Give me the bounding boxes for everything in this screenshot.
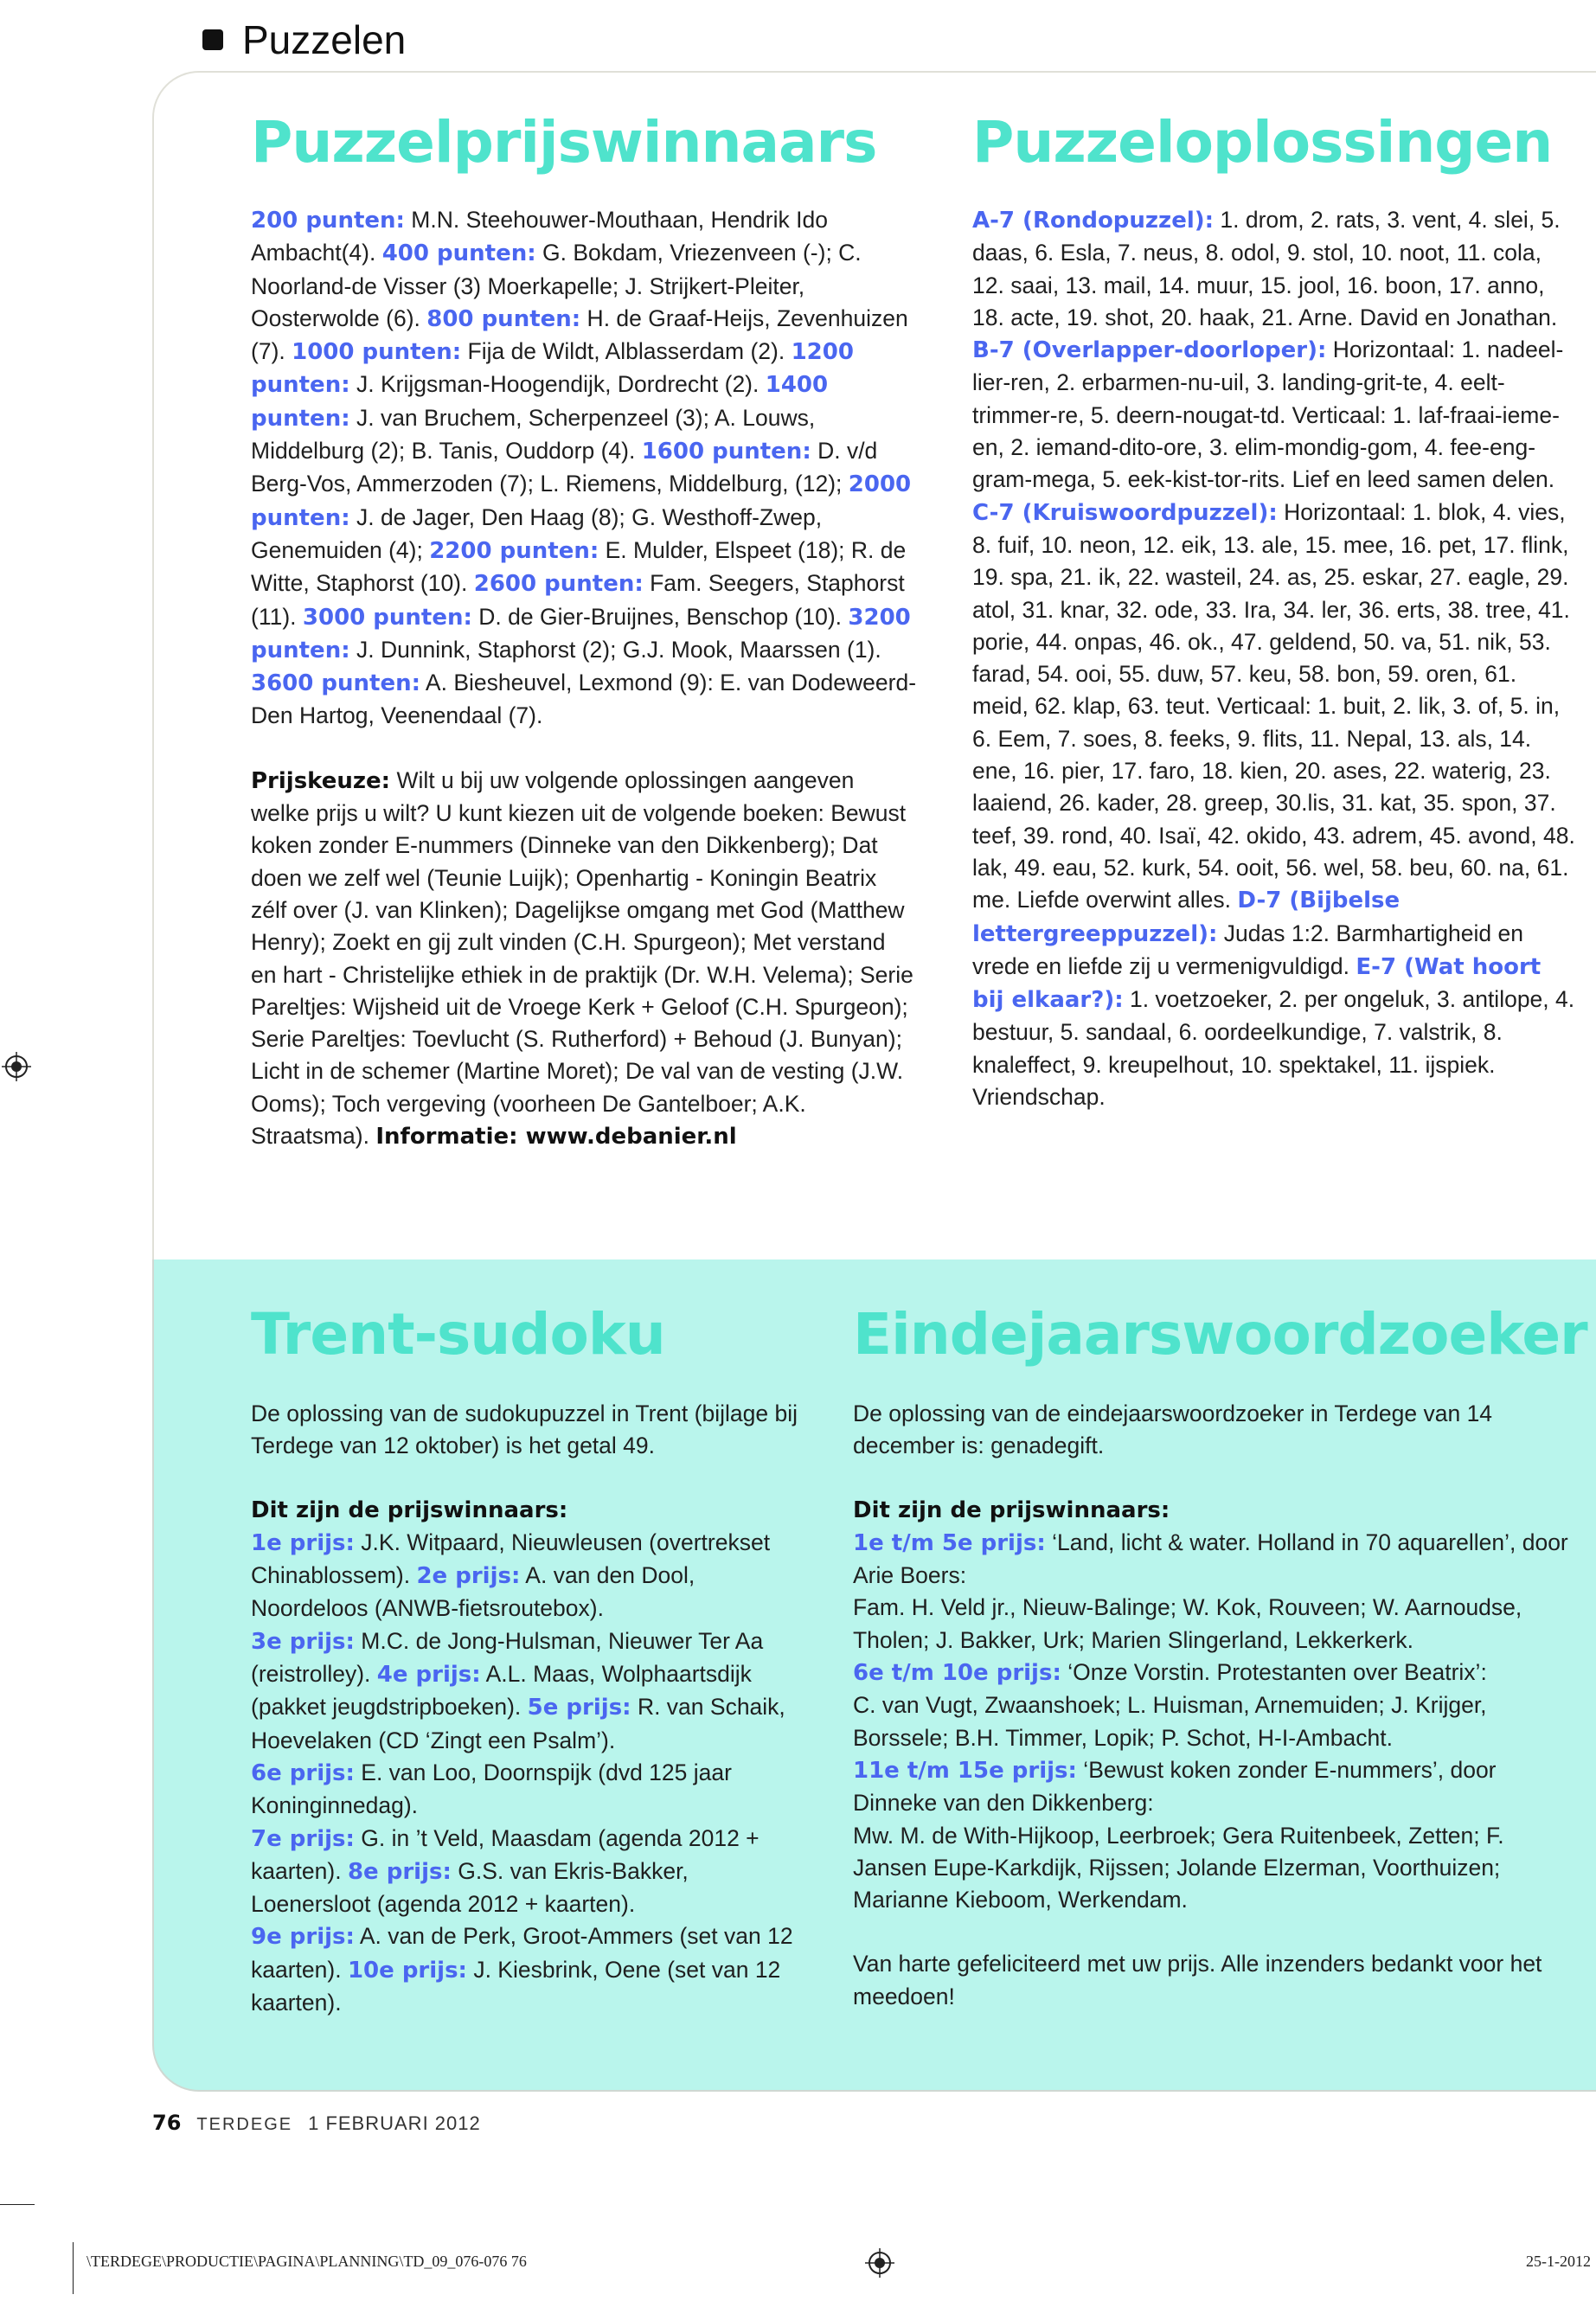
body-text: A. van de Perk, Groot-Ammers (set van 12 kaarten).	[251, 1923, 793, 1983]
highlight-label: D-7 (Bijbelse lettergreeppuzzel):	[972, 888, 1401, 947]
sudoku-intro: De oplossing van de sudokupuzzel in Trent (bijlage bij Terdege van 12 oktober) is het getal 49.	[251, 1400, 798, 1459]
page-number: 76	[152, 2111, 182, 2135]
highlight-label: B-7 (Overlapper-doorloper):	[972, 337, 1327, 364]
highlight-label: A-7 (Rondopuzzel):	[972, 208, 1215, 234]
prize-entry	[251, 1625, 813, 1757]
body-text: M.N. Steehouwer-Mouthaan, Hendrik Ido Ambacht(4).	[251, 207, 828, 266]
wordsearch-title: Eindejaarswoordzoeker	[853, 1301, 1587, 1368]
prize-entry	[251, 1527, 813, 1625]
magazine-name: TERDEGE	[196, 2115, 293, 2134]
print-slug-date: 25-1-2012	[1526, 2253, 1591, 2270]
prize-entry	[853, 1527, 1584, 1593]
highlight-label: 2600 punten:	[473, 571, 644, 598]
body-text: Fija de Wildt, Alblasserdam (2).	[461, 338, 792, 365]
body-text: E. van Loo, Doornspijk (dvd 125 jaar Koninginnedag).	[251, 1759, 732, 1819]
solutions-column	[972, 204, 1578, 1113]
solutions-paragraph	[972, 204, 1578, 1113]
highlight-label: 2000 punten:	[251, 471, 912, 531]
highlight-label: 9e prijs:	[251, 1924, 355, 1951]
body-text: H. de Graaf-Heijs, Zevenhuizen (7).	[251, 304, 908, 365]
highlight-label: 5e prijs:	[527, 1695, 631, 1721]
wordsearch-intro: De oplossing van de eindejaarswoordzoeker in Terdege van 14 december is: genadegift.	[853, 1400, 1493, 1459]
body-text: Wilt u bij uw volgende oplossingen aangeven welke prijs u wilt? U kunt kiezen uit de volgende boeken: Bewust koken zonder E-nummers (Dinneke van den Dikkenberg); Dat doen we zelf wel (Teunie Luijk); Openhartig - Koningin Beatrix zélf over (J. van Klinken); Dagelijkse omgang met God (Matthew Henry); Zoekt en gij zult vinden (C.H. Spurgeon); Met verstand en hart - Christelijke ethiek in de praktijk (Dr. W.H. Velema); Serie Pareltjes: Wijsheid uit de Vroege Kerk + Geloof (C.H. Spurgeon); Serie Pareltjes: Toevlucht (S. Rutherford) + Behoud (J. Bunyan); Licht in de schemer (Martine Moret); De val van de vesting (J.W. Ooms); Toch vergeving (voorheen De Gantelboer; A.K. Straatsma).	[251, 766, 913, 1150]
highlight-label: 4e prijs:	[376, 1662, 481, 1689]
prize-entry	[853, 1657, 1584, 1689]
highlight-label: 800 punten:	[426, 305, 581, 332]
highlight-label: 11e t/m 15e prijs:	[853, 1757, 1077, 1784]
body-text: J. Kiesbrink, Oene (set van 12 kaarten).	[251, 1956, 781, 2016]
wordsearch-winners-heading: Dit zijn de prijswinnaars:	[853, 1497, 1170, 1523]
sudoku-column	[251, 1398, 813, 2019]
highlight-label: 1e t/m 5e prijs:	[853, 1529, 1046, 1556]
sudoku-prize-list	[251, 1527, 813, 2019]
winners-title: Puzzelprijswinnaars	[251, 109, 877, 176]
body-text: G.S. van Ekris-Bakker, Loenersloot (agenda 2012 + kaarten).	[251, 1857, 689, 1918]
prize-entry	[853, 1689, 1584, 1754]
body-text: D. de Gier-Bruijnes, Benschop (10).	[471, 603, 849, 630]
body-text: J. Krijgsman-Hoogendijk, Dordrecht (2).	[349, 371, 766, 398]
highlight-label: 3200 punten:	[251, 604, 911, 663]
page-folio	[152, 2111, 481, 2135]
prize-entry	[853, 1592, 1584, 1657]
highlight-label: 2200 punten:	[429, 537, 599, 564]
body-text: Horizontaal: 1. blok, 4. vies, 8. fuif, 10. neon, 12. eik, 13. ale, 15. mee, 16. pet, 17. flink, 19. spa, 21. ik, 22. wasteil, 24. as, 25. eskar, 27. eagle, 29. atol, 31. knar, 32. ode, 33. Ira, 34. ler, 36. erts, 38. tree, 41. porie, 44. onpas, 46. ok., 47. geldend, 50. va, 51. nik, 53. farad, 54. ooi, 55. duw, 57. keu, 58. bon, 59. oren, 61. meid, 62. klap, 63. teut. Verticaal: 1. buit, 2. lik, 3. of, 5. in, 6. Eem, 7. soes, 8. feeks, 9. flits, 11. Nepal, 13. als, 14. ene, 16. pier, 17. faro, 18. kien, 20. ases, 22. waterig, 23. laaiend, 26. kader, 28. greep, 30.lis, 31. kat, 35. spon, 37. teef, 39. rond, 40. Isaï, 42. okido, 43. adrem, 45. avond, 48. lak, 49. eau, 52. kurk, 54. ooit, 56. wel, 58. beu, 60. na, 61. me. Liefde overwint alles.	[972, 498, 1575, 913]
bold-label: Prijskeuze:	[251, 767, 391, 794]
winners-points-paragraph	[251, 204, 917, 733]
winners-column	[251, 204, 917, 1153]
body-text: Fam. Seegers, Staphorst (11).	[251, 570, 905, 630]
highlight-label: 3600 punten:	[251, 670, 421, 697]
crop-mark-bottom	[73, 2242, 74, 2294]
body-text: G. Bokdam, Vriezenveen (-); C. Noorland-de Visser (3) Moerkapelle; J. Strijkert-Pleiter, Oosterwolde (6).	[251, 240, 862, 331]
prize-entry	[853, 1754, 1584, 1820]
body-text: R. van Schaik, Hoevelaken (CD ‘Zingt een Psalm’).	[251, 1694, 785, 1753]
body-text: 1. voetzoeker, 2. per ongeluk, 3. antilope, 4. bestuur, 5. sandaal, 6. oordeelkundige, 7. valstrik, 8. knaleffect, 9. kreupelhout, 10. spektakel, 11. ijspiek. Vriendschap.	[972, 986, 1575, 1111]
registration-mark-icon	[2, 1052, 31, 1081]
body-text: A.L. Maas, Wolphaartsdijk (pakket jeugdstripboeken).	[251, 1661, 752, 1721]
body-text: Fam. H. Veld jr., Nieuw-Balinge; W. Kok, Rouveen; W. Aarnoudse, Tholen; J. Bakker, Urk; Marien Slingerland, Lekkerkerk.	[853, 1594, 1522, 1653]
print-slug-path: \TERDEGE\PRODUCTIE\PAGINA\PLANNING\TD_09_076-076 76	[87, 2253, 527, 2270]
highlight-label: 6e t/m 10e prijs:	[853, 1660, 1061, 1687]
highlight-label: 200 punten:	[251, 208, 405, 234]
wordsearch-closing: Van harte gefeliciteerd met uw prijs. Alle inzenders bedankt voor het meedoen!	[853, 1951, 1542, 2009]
highlight-label: 6e prijs:	[251, 1759, 355, 1786]
highlight-label: 3000 punten:	[302, 604, 472, 631]
body-text: ‘Land, licht & water. Holland in 70 aquarellen’, door Arie Boers:	[853, 1529, 1568, 1589]
crop-mark-left	[0, 2204, 35, 2205]
body-text: 1. drom, 2. rats, 3. vent, 4. slei, 5. daas, 6. Esla, 7. neus, 8. odol, 9. stol, 10. noot, 11. cola, 12. saai, 13. mail, 14. muur, 15. jool, 16. boon, 17. anno, 18. acte, 19. shot, 20. haak, 21. Arne. David en Jonathan.	[972, 207, 1561, 330]
body-text: M.C. de Jong-Hulsman, Nieuwer Ter Aa (reistrolley).	[251, 1627, 764, 1688]
highlight-label: 1600 punten:	[641, 439, 811, 465]
body-text: A. Biesheuvel, Lexmond (9): E. van Dodeweerd-Den Hartog, Veenendaal (7).	[251, 670, 917, 729]
prize-choice-paragraph	[251, 765, 917, 1154]
body-text: G. in ’t Veld, Maasdam (agenda 2012 + kaarten).	[251, 1824, 760, 1884]
highlight-label: 7e prijs:	[251, 1825, 355, 1852]
highlight-label: 1400 punten:	[251, 372, 829, 432]
body-text: Mw. M. de With-Hijkoop, Leerbroek; Gera Ruitenbeek, Zetten; F. Jansen Eupe-Karkdijk, Rijssen; Jolande Elzerman, Voorthuizen; Marianne Kieboom, Werkendam.	[853, 1822, 1504, 1913]
prize-entry	[251, 1823, 813, 1921]
highlight-label: 1e prijs:	[251, 1529, 355, 1556]
body-text: J. Dunnink, Staphorst (2); G.J. Mook, Maarssen (1).	[349, 636, 881, 663]
body-text: E. Mulder, Elspeet (18); R. de Witte, Staphorst (10).	[251, 536, 907, 597]
prize-entry	[251, 1757, 813, 1823]
section-square-icon	[202, 29, 223, 50]
issue-date: 1 FEBRUARI 2012	[308, 2112, 481, 2134]
solutions-title: Puzzeloplossingen	[972, 109, 1553, 176]
highlight-label: 400 punten:	[381, 240, 536, 267]
body-text: D. v/d Berg-Vos, Ammerzoden (7); L. Riemens, Middelburg, (12);	[251, 438, 878, 497]
body-text: J. de Jager, Den Haag (8); G. Westhoff-Zwep, Genemuiden (4);	[251, 503, 823, 563]
registration-mark-icon	[865, 2248, 894, 2278]
body-text: ‘Bewust koken zonder E-nummers’, door Dinneke van den Dikkenberg:	[853, 1756, 1497, 1817]
sudoku-winners-heading: Dit zijn de prijswinnaars:	[251, 1497, 568, 1523]
body-text: A. van den Dool, Noordeloos (ANWB-fietsroutebox).	[251, 1562, 695, 1622]
highlight-label: 10e prijs:	[347, 1957, 467, 1984]
sudoku-title: Trent-sudoku	[251, 1301, 665, 1368]
highlight-label: C-7 (Kruiswoordpuzzel):	[972, 499, 1278, 526]
body-text: J. van Bruchem, Scherpenzeel (3); A. Louws, Middelburg (2); B. Tanis, Ouddorp (4).	[251, 404, 816, 465]
body-text: ‘Onze Vorstin. Protestanten over Beatrix’:	[1061, 1659, 1487, 1686]
body-text: Horizontaal: 1. nadeel-lier-ren, 2. erbarmen-nu-uil, 3. landing-grit-te, 4. eelt-trimmer-re, 5. deern-nougat-td. Verticaal: 1. laf-fraai-ieme-en, 2. iemand-dito-ore, 3. elim-mondig-gom, 4. fee-eng-gram-mega, 5. eek-kist-tor-rits. Lief en leed samen delen.	[972, 336, 1564, 493]
body-text: J.K. Witpaard, Nieuwleusen (overtrekset Chinablossem).	[251, 1529, 771, 1589]
highlight-label: 3e prijs:	[251, 1628, 355, 1655]
section-header	[202, 16, 406, 64]
highlight-label: 1200 punten:	[251, 339, 854, 399]
body-text: Judas 1:2. Barmhartigheid en vrede en liefde zij u vermenigvuldigd.	[972, 920, 1523, 979]
wordsearch-prize-list	[853, 1527, 1584, 1917]
body-text: C. van Vugt, Zwaanshoek; L. Huisman, Arnemuiden; J. Krijger, Borssele; B.H. Timmer, Lopik; P. Schot, H-I-Ambacht.	[853, 1692, 1487, 1751]
highlight-label: 1000 punten:	[292, 339, 462, 366]
wordsearch-column	[853, 1398, 1584, 2013]
highlight-label: 2e prijs:	[416, 1563, 521, 1590]
highlight-label: 8e prijs:	[347, 1858, 452, 1885]
bold-label: Informatie: www.debanier.nl	[375, 1124, 737, 1150]
prize-entry	[251, 1920, 813, 2019]
prize-entry	[853, 1820, 1584, 1917]
highlight-label: E-7 (Wat hoort bij elkaar?):	[972, 953, 1542, 1014]
section-label: Puzzelen	[242, 17, 407, 62]
